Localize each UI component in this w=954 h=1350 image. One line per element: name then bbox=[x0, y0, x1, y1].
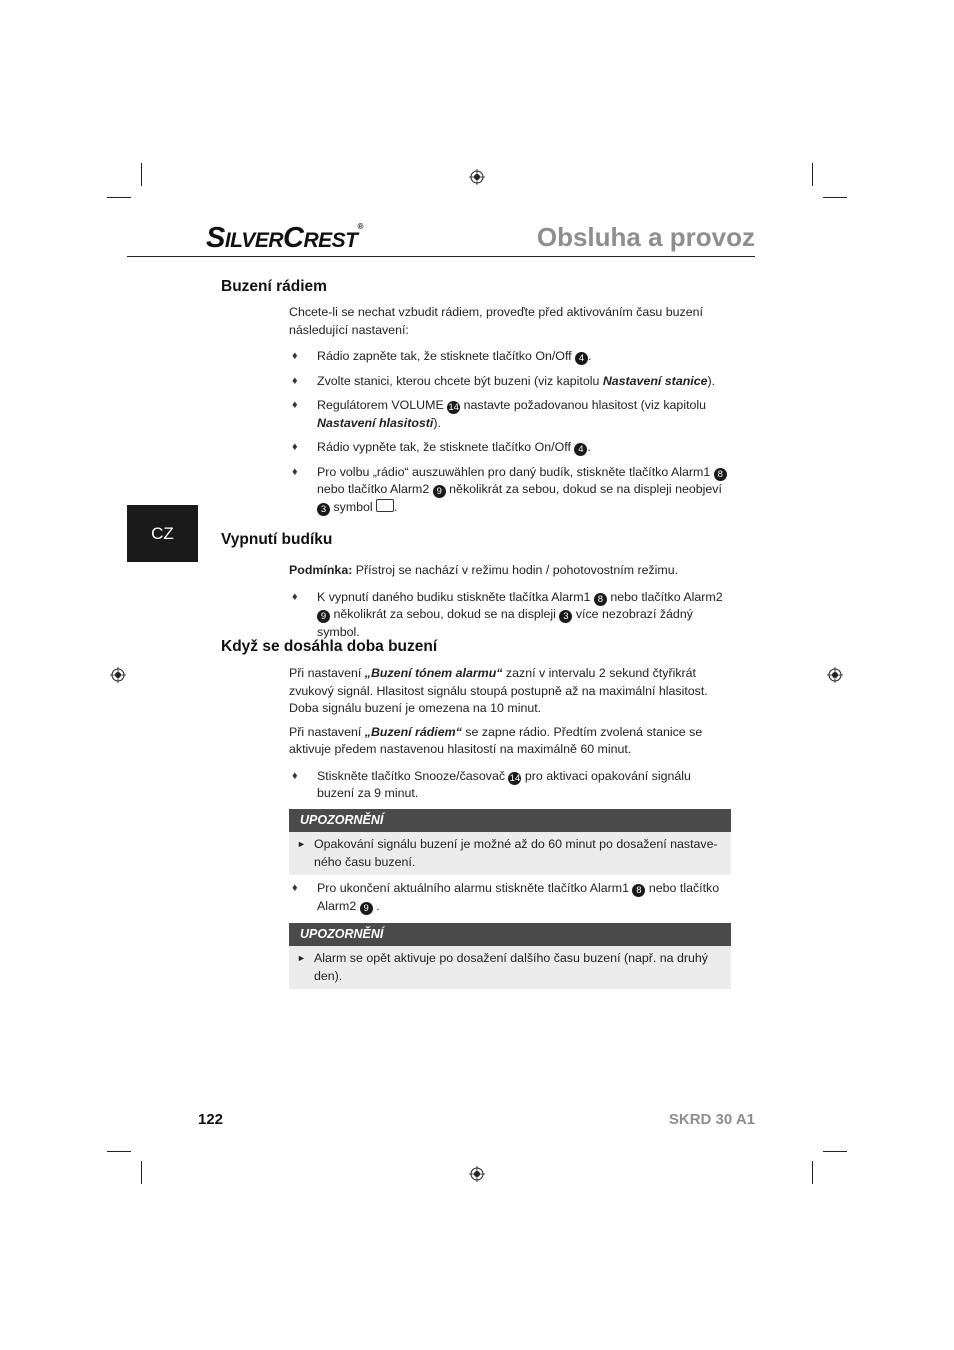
warning-body: ► Opakování signálu buzení je možné až do 60 minut po dosažení nastave-ného času buzení. bbox=[289, 832, 731, 875]
crop-mark bbox=[141, 163, 142, 186]
list-item: ♦ Stiskněte tlačítko Snooze/časovač 14 pro aktivaci opakování signálu buzení za 9 minut. bbox=[292, 768, 691, 800]
list-item: ♦ Zvolte stanici, kterou chcete být buzeni (viz kapitolu Nastavení stanice). bbox=[289, 373, 730, 391]
section-heading: Buzení rádiem bbox=[221, 278, 327, 295]
number-badge: 14 bbox=[448, 402, 459, 413]
number-badge: 9 bbox=[317, 610, 330, 623]
paragraph: Při nastavení „Buzení tónem alarmu“ zazní v intervalu 2 sekund čtyřikrát zvukový signál. Hlasitost signálu stoupá postupně až na maximální hlasitost. Doba signálu buzení je omezena na 10 minut. bbox=[289, 666, 708, 715]
registration-mark-icon bbox=[110, 667, 126, 683]
radio-symbol-icon bbox=[376, 499, 394, 512]
model-number: SKRD 30 A1 bbox=[668, 1111, 755, 1128]
number-badge: 8 bbox=[714, 468, 727, 481]
paragraph: Při nastavení „Buzení rádiem“ se zapne rádio. Předtím zvolená stanice se aktivuje předem nastavenou hlasitostí na maximálně 60 minut. bbox=[289, 724, 703, 756]
number-badge: 4 bbox=[575, 352, 588, 365]
crop-mark bbox=[823, 197, 847, 198]
paragraph: Podmínka: Přístroj se nachází v režimu hodin / pohotovostním režimu. bbox=[289, 563, 679, 577]
diamond-bullet-icon: ♦ bbox=[292, 374, 298, 387]
warning-body: ► Alarm se opět aktivuje po dosažení dalšího času buzení (např. na druhý den). bbox=[289, 946, 731, 989]
registration-mark-icon bbox=[827, 667, 843, 683]
warning-header: UPOZORNĚNÍ bbox=[289, 809, 731, 832]
diamond-bullet-icon: ♦ bbox=[292, 465, 298, 478]
section-heading: Vypnutí budíku bbox=[221, 531, 333, 548]
warning-header: UPOZORNĚNÍ bbox=[289, 923, 731, 946]
list-item: ♦ Rádio vypněte tak, že stisknete tlačítko On/Off 4 . bbox=[292, 440, 591, 455]
number-badge: 3 bbox=[559, 610, 572, 623]
number-badge: 9 bbox=[360, 902, 373, 915]
list-item: ♦ Rádio zapněte tak, že stisknete tlačítko On/Off 4 . bbox=[292, 349, 592, 364]
crop-mark bbox=[812, 163, 813, 186]
number-badge: 4 bbox=[574, 443, 587, 456]
diamond-bullet-icon: ♦ bbox=[292, 882, 298, 894]
crop-mark bbox=[107, 197, 131, 198]
diamond-bullet-icon: ♦ bbox=[292, 769, 298, 782]
number-badge: 8 bbox=[632, 884, 645, 897]
registration-mark-icon bbox=[469, 1166, 485, 1182]
crop-mark bbox=[823, 1151, 847, 1152]
crop-mark bbox=[107, 1151, 131, 1152]
diamond-bullet-icon: ♦ bbox=[292, 590, 298, 603]
list-item: ♦ K vypnutí daného budiku stiskněte tlačítka Alarm1 8 nebo tlačítko Alarm2 9 několikrát za sebou, dokud se na displeji 3 více nezobrazí žádný symbol. bbox=[292, 589, 723, 639]
number-badge: 14 bbox=[509, 772, 521, 784]
number-badge: 3 bbox=[317, 503, 330, 516]
paragraph: Chcete-li se nechat vzbudit rádiem, proveďte před aktivováním času buzení následující nastavení: bbox=[289, 305, 703, 337]
page-number: 122 bbox=[198, 1111, 224, 1128]
registration-mark-icon bbox=[469, 169, 485, 185]
section-body bbox=[289, 880, 730, 915]
diamond-bullet-icon: ♦ bbox=[292, 441, 298, 453]
list-item: ♦ Regulátorem VOLUME 14 nastavte požadovanou hlasitost (viz kapitolu Nastavení hlasitosti). bbox=[292, 398, 707, 430]
language-tab: CZ bbox=[127, 505, 198, 562]
diamond-bullet-icon: ♦ bbox=[292, 350, 298, 362]
crop-mark bbox=[141, 1161, 142, 1184]
diamond-bullet-icon: ♦ bbox=[292, 399, 298, 411]
list-item: ♦ Pro volbu „rádio“ auszuwählen pro daný budík, stiskněte tlačítko Alarm1 8 nebo tlačítko Alarm2 9 několikrát za sebou, dokud se na displeji neobjeví 3 symbol . bbox=[289, 464, 730, 517]
section-body bbox=[289, 562, 730, 641]
arrow-right-icon: ► bbox=[297, 953, 306, 963]
brand-logo: SILVERCREST® bbox=[206, 222, 363, 254]
arrow-right-icon: ► bbox=[297, 839, 306, 849]
section-heading: Když se dosáhla doba buzení bbox=[221, 638, 438, 655]
header-rule bbox=[127, 256, 755, 257]
section-body bbox=[289, 665, 730, 803]
list-item: ♦ Pro ukončení aktuálního alarmu stiskněte tlačítko Alarm1 8 nebo tlačítko Alarm2 9 . bbox=[292, 881, 720, 914]
number-badge: 8 bbox=[594, 593, 607, 606]
number-badge: 9 bbox=[433, 485, 446, 498]
page-title: Obsluha a provoz bbox=[536, 222, 755, 252]
section-body bbox=[289, 304, 730, 516]
crop-mark bbox=[812, 1161, 813, 1184]
